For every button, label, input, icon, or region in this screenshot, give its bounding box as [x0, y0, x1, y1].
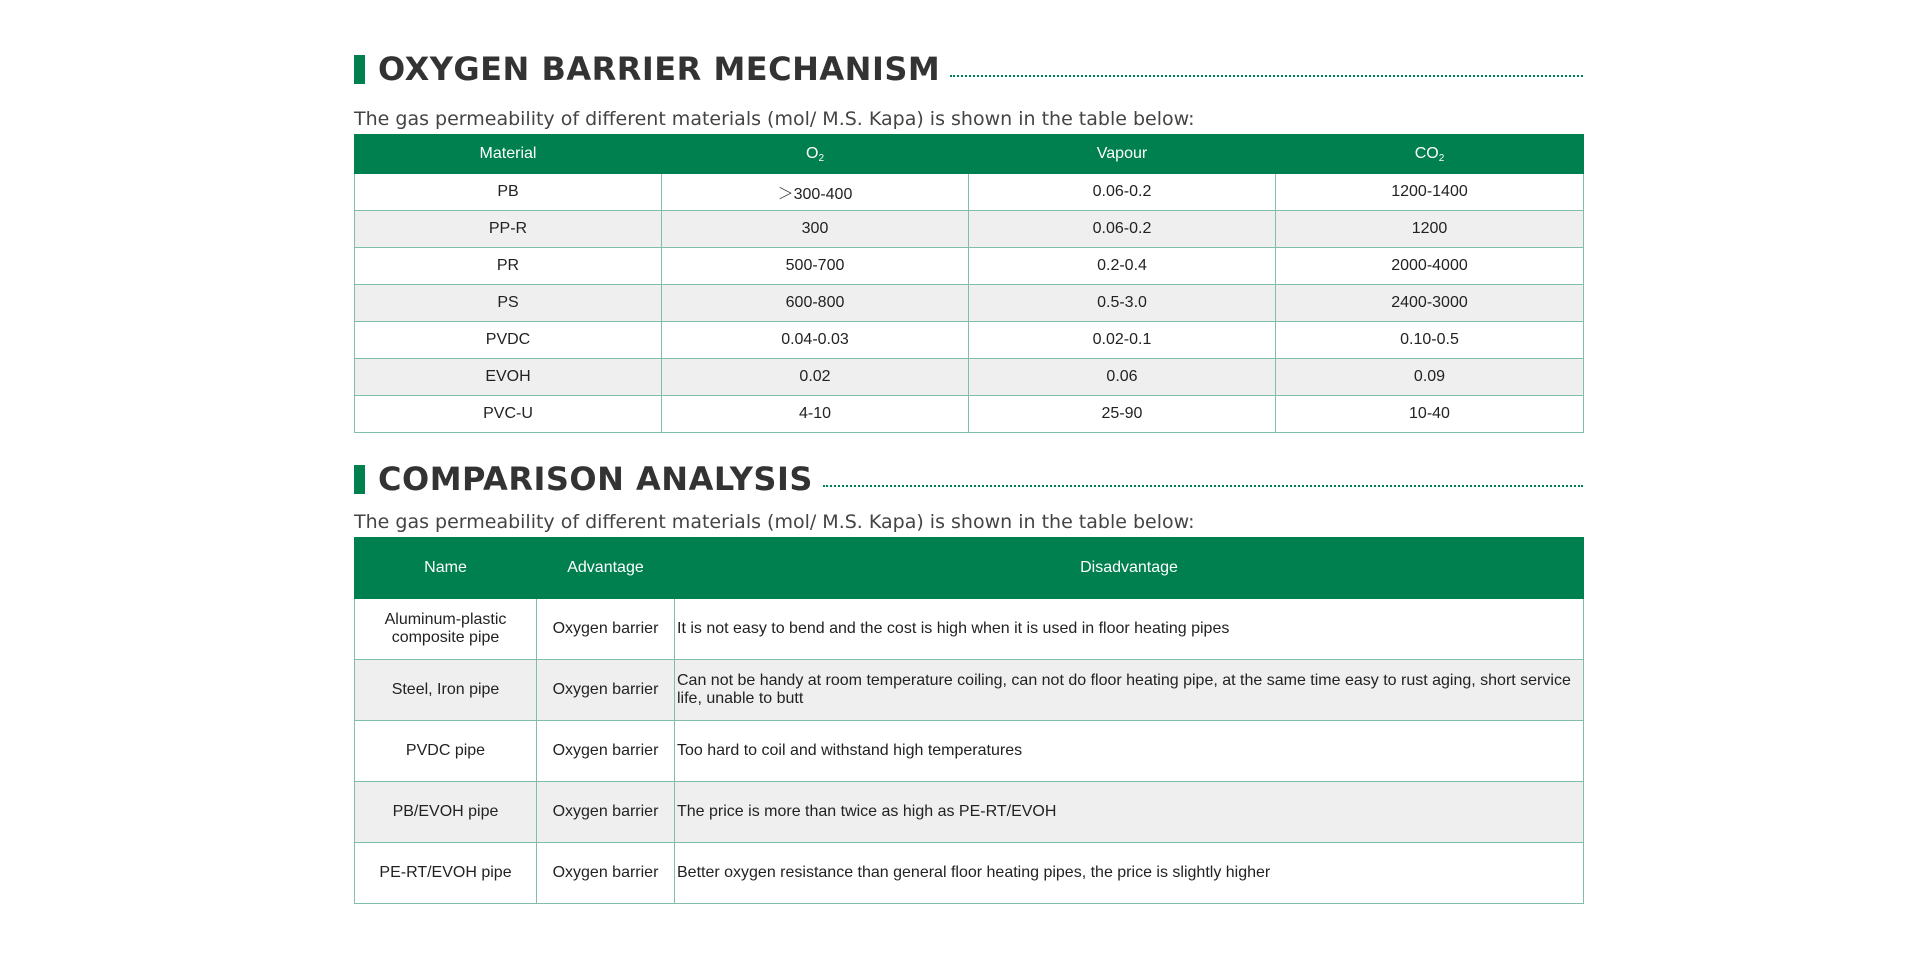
cell-advantage: Oxygen barrier — [537, 599, 675, 660]
table-row — [355, 174, 1584, 211]
table-row — [355, 396, 1584, 433]
section-intro: The gas permeability of different materials (mol/ M.S. Kapa) is shown in the table below: — [354, 108, 1195, 130]
section-intro: The gas permeability of different materials (mol/ M.S. Kapa) is shown in the table below: — [354, 511, 1195, 533]
cell-co2: 10-40 — [1276, 396, 1584, 433]
cell-advantage: Oxygen barrier — [537, 660, 675, 721]
cell-name: Steel, Iron pipe — [355, 660, 537, 721]
cell-disadvantage: It is not easy to bend and the cost is high when it is used in floor heating pipes — [675, 599, 1584, 660]
cell-vapour: 0.06 — [969, 359, 1276, 396]
cell-o2: 0.02 — [662, 359, 969, 396]
cell-name: PE-RT/EVOH pipe — [355, 843, 537, 904]
cell-co2: 0.09 — [1276, 359, 1584, 396]
cell-vapour: 0.06-0.2 — [969, 211, 1276, 248]
cell-vapour: 25-90 — [969, 396, 1276, 433]
header-name: Name — [355, 538, 537, 599]
table-row — [355, 599, 1584, 660]
cell-o2: ＞300-400 — [662, 174, 969, 211]
header-vapour: Vapour — [969, 135, 1276, 174]
cell-vapour: 0.02-0.1 — [969, 322, 1276, 359]
cell-disadvantage: Can not be handy at room temperature coiling, can not do floor heating pipe, at the same time easy to rust aging, short service life, unable to butt — [675, 660, 1584, 721]
permeability-table — [354, 134, 1584, 433]
table-header-row — [355, 538, 1584, 599]
table-row — [355, 782, 1584, 843]
cell-material: PS — [355, 285, 662, 322]
table-row — [355, 248, 1584, 285]
cell-co2: 2000-4000 — [1276, 248, 1584, 285]
cell-o2: 300 — [662, 211, 969, 248]
cell-disadvantage: Too hard to coil and withstand high temperatures — [675, 721, 1584, 782]
dotted-divider — [950, 75, 1583, 77]
section-header-comparison — [354, 458, 1583, 500]
cell-name: Aluminum-plastic composite pipe — [355, 599, 537, 660]
section-accent-bar — [354, 55, 365, 84]
table-row — [355, 660, 1584, 721]
section-accent-bar — [354, 465, 365, 494]
table-row — [355, 322, 1584, 359]
table-row — [355, 211, 1584, 248]
comparison-table — [354, 537, 1584, 904]
cell-advantage: Oxygen barrier — [537, 721, 675, 782]
cell-co2: 1200 — [1276, 211, 1584, 248]
header-advantage: Advantage — [537, 538, 675, 599]
header-o2: $O_2$ — [662, 135, 969, 174]
cell-material: PVDC — [355, 322, 662, 359]
table-row — [355, 285, 1584, 322]
cell-name: PVDC pipe — [355, 721, 537, 782]
cell-disadvantage: Better oxygen resistance than general floor heating pipes, the price is slightly higher — [675, 843, 1584, 904]
table-row — [355, 359, 1584, 396]
cell-advantage: Oxygen barrier — [537, 782, 675, 843]
cell-o2: 500-700 — [662, 248, 969, 285]
cell-vapour: 0.2-0.4 — [969, 248, 1276, 285]
cell-material: PVC-U — [355, 396, 662, 433]
cell-vapour: 0.06-0.2 — [969, 174, 1276, 211]
cell-material: PR — [355, 248, 662, 285]
cell-disadvantage: The price is more than twice as high as PE-RT/EVOH — [675, 782, 1584, 843]
header-disadvantage: Disadvantage — [675, 538, 1584, 599]
cell-o2: 600-800 — [662, 285, 969, 322]
table-row — [355, 721, 1584, 782]
cell-material: PP-R — [355, 211, 662, 248]
cell-material: EVOH — [355, 359, 662, 396]
header-material: Material — [355, 135, 662, 174]
cell-o2: 0.04-0.03 — [662, 322, 969, 359]
cell-vapour: 0.5-3.0 — [969, 285, 1276, 322]
table-row — [355, 843, 1584, 904]
cell-co2: 2400-3000 — [1276, 285, 1584, 322]
cell-material: PB — [355, 174, 662, 211]
content — [354, 48, 1583, 904]
section-title: OXYGEN BARRIER MECHANISM — [378, 50, 941, 88]
cell-advantage: Oxygen barrier — [537, 843, 675, 904]
dotted-divider — [823, 485, 1583, 487]
cell-name: PB/EVOH pipe — [355, 782, 537, 843]
section-title: COMPARISON ANALYSIS — [378, 460, 813, 498]
section-header-oxygen-barrier — [354, 48, 1583, 90]
table-header-row — [355, 135, 1584, 174]
header-co2: $CO_2$ — [1276, 135, 1584, 174]
cell-co2: 1200-1400 — [1276, 174, 1584, 211]
cell-co2: 0.10-0.5 — [1276, 322, 1584, 359]
cell-o2: 4-10 — [662, 396, 969, 433]
